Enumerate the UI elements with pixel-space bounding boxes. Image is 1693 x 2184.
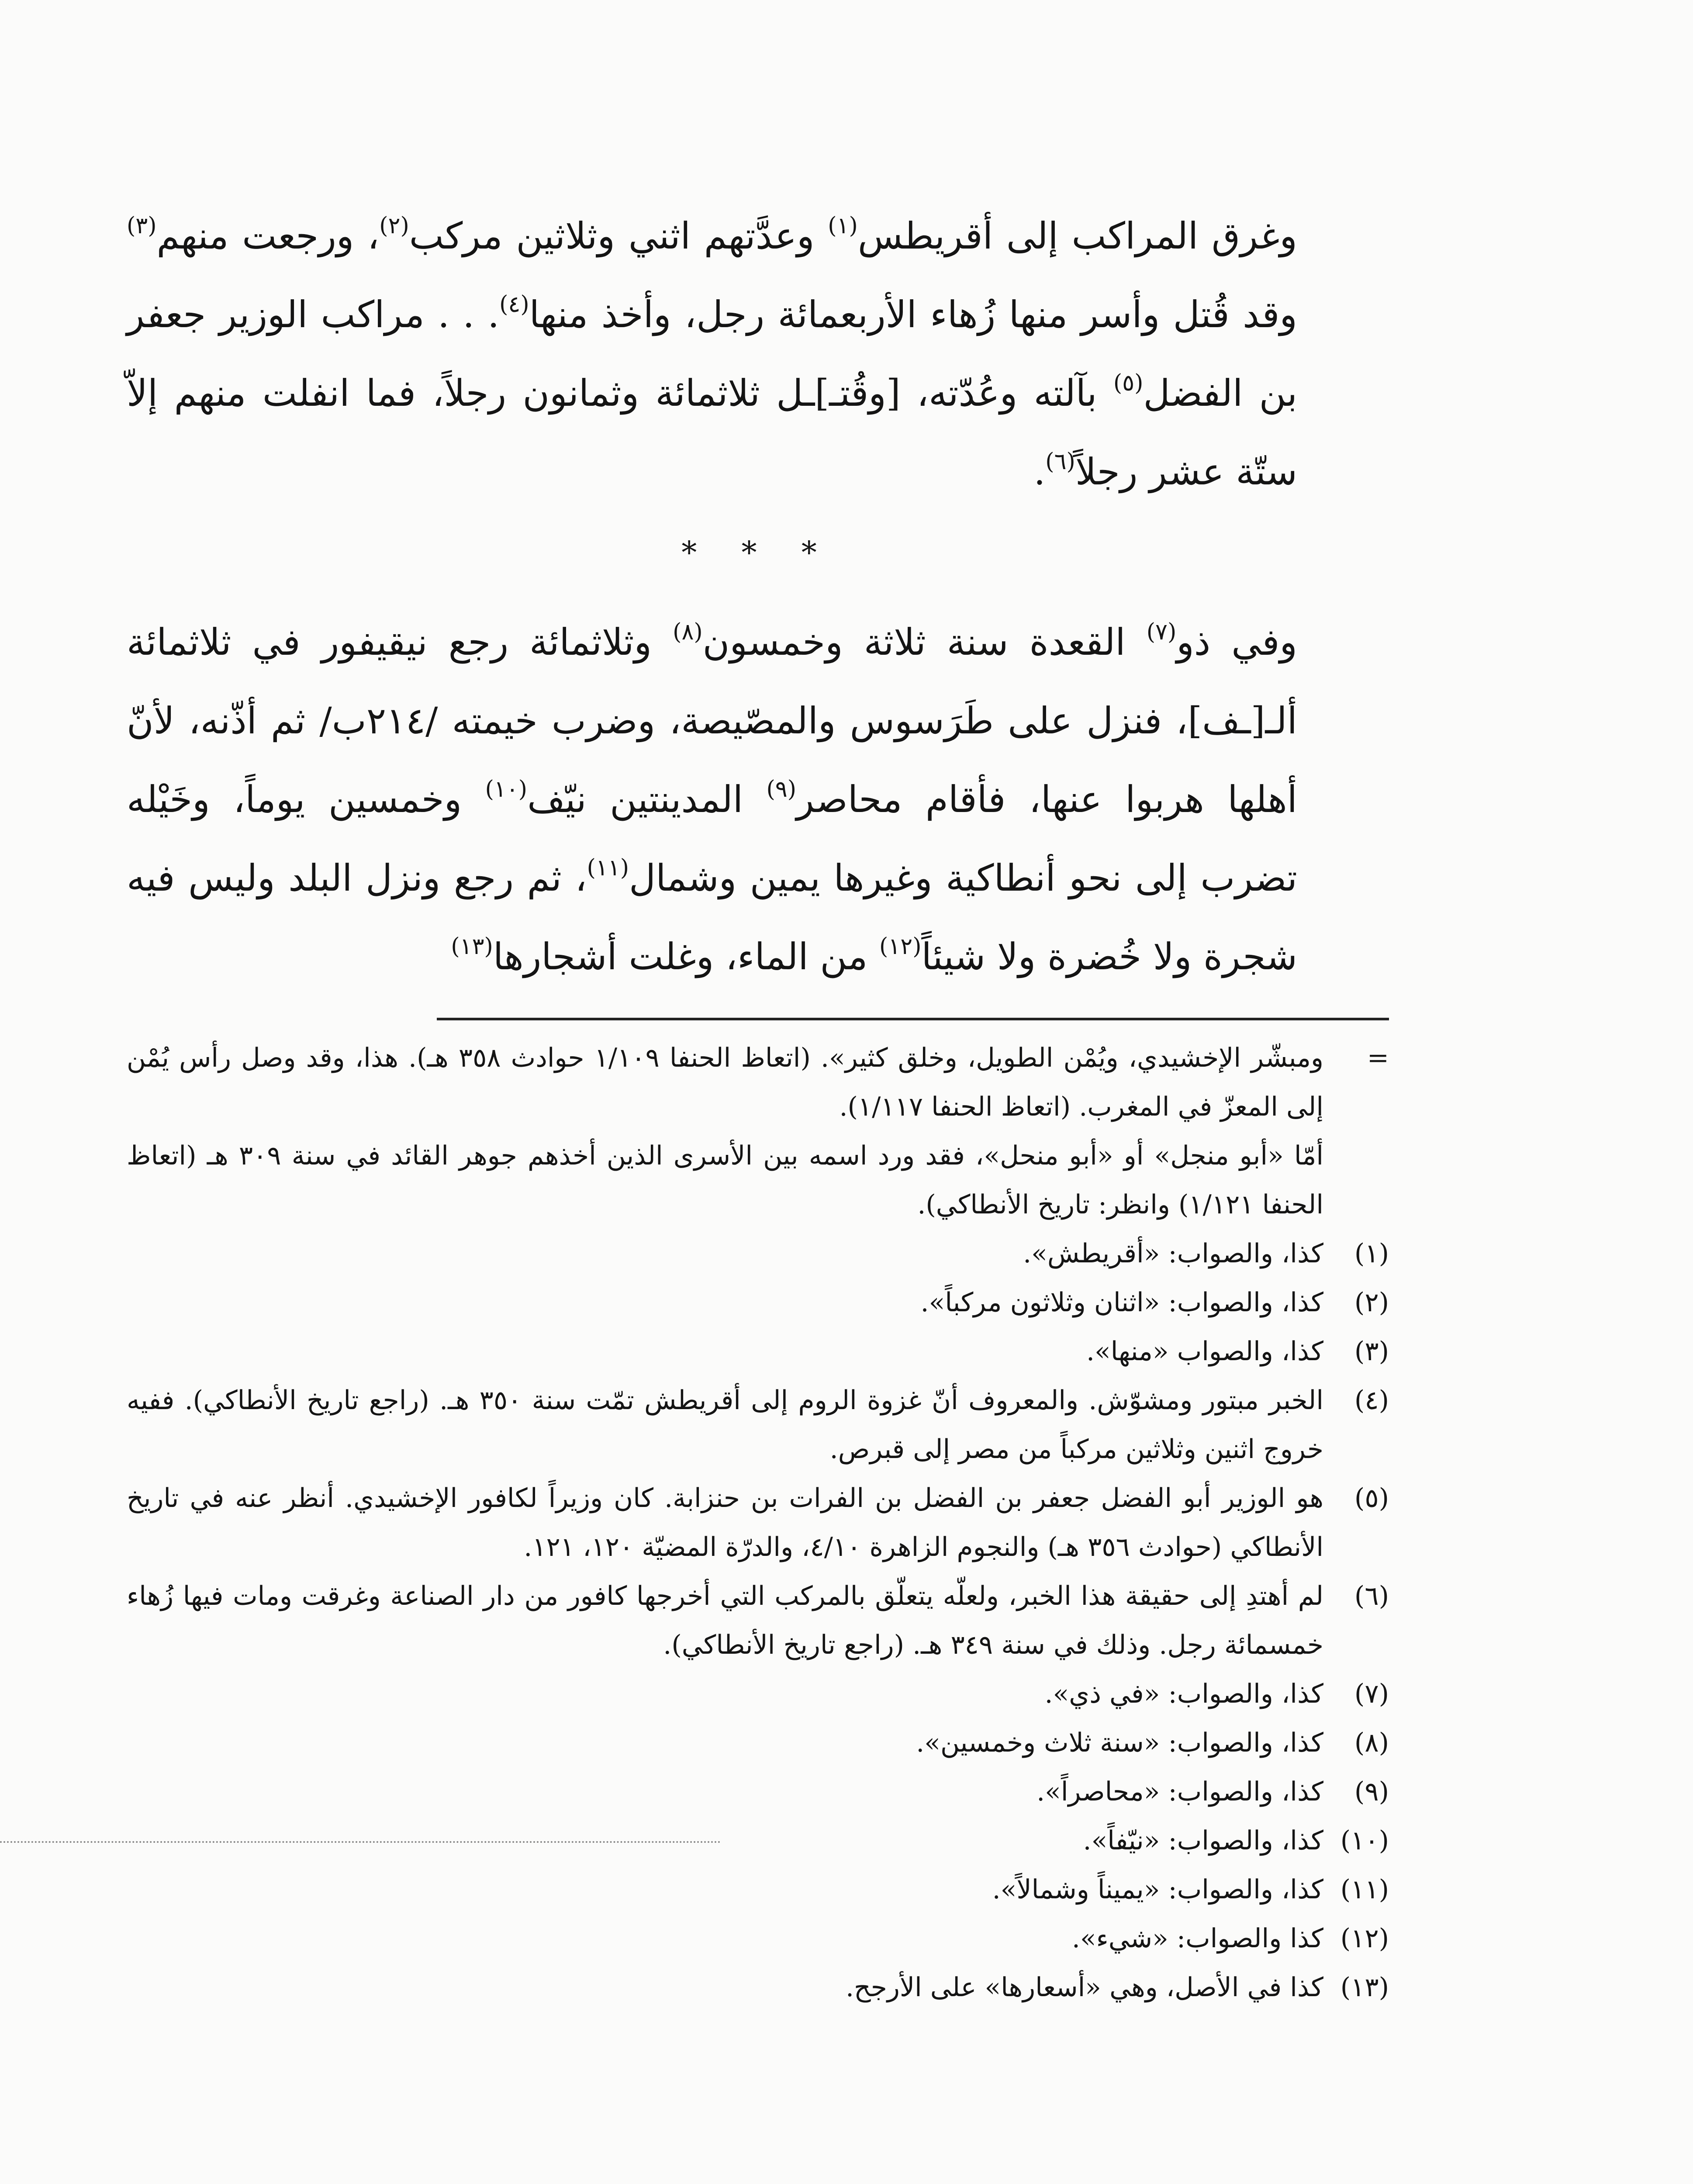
footnote-number: (٩) [1354,1776,1389,1807]
footnote [127,1376,1389,1474]
footnote-text: لم أهتدِ إلى حقيقة هذا الخبر، ولعلّه يتعلّق بالمركب التي أخرجها كافور من دار الصناعة وغرقت ومات فيها زُهاء خمسمائة رجل. وذلك في سنة ٣٤٩ هـ. (راجع تاريخ الأنطاكي). [127,1581,1323,1660]
footnote-number: (٥) [1354,1483,1389,1514]
section-separator: * * * [681,535,834,570]
text-run: ، ورجعت منهم [156,214,380,257]
text-run: وقد قُتل وأسر منها زُهاء الأربعمائة رجل، وأخذ منها [529,293,1297,336]
footnote [127,1865,1389,1914]
footnote-ref[interactable]: (١١) [587,855,629,881]
footnote [127,1718,1389,1767]
footnote-ref[interactable]: (٦) [1045,449,1075,475]
footnote-number: (٧) [1354,1679,1389,1709]
footnote-number: (٢) [1354,1287,1389,1318]
text-run: وفي ذو [1176,621,1297,663]
text-run: وعدَّتهم اثني وثلاثين مركب [409,214,828,257]
text-run: وثلاثمائة رجع نيقيفور في ثلاثمائة ألـ[ـف]، فنزل على طَرَسوس والمصّيصة، وضرب خيمته /٢١٤ب/ ثم أذّنه، لأنّ أهلها هربوا عنها، فأقام محاصر [127,621,1297,821]
footnote [127,1914,1389,1963]
footnote-text: كذا، والصواب: «في ذي». [1044,1679,1323,1709]
text-run: وخمسين يوماً، وخَيْله تضرب إلى نحو أنطاكية وغيرها يمين وشمال [127,778,1297,899]
footnote-number: (١١) [1340,1874,1389,1905]
footnote-text: هو الوزير أبو الفضل جعفر بن الفضل بن الفرات بن حنزابة. كان وزيراً لكافور الإخشيدي. أنظر عنه في تاريخ الأنطاكي (حوادث ٣٥٦ هـ) والنجوم الزاهرة ٤/١٠، والدرّة المضيّة ١٢٠، ١٢١. [127,1483,1323,1562]
footnote-ref[interactable]: (٥) [1113,370,1144,396]
footnote-text: كذا، والصواب: «اثنان وثلاثون مركباً». [920,1287,1323,1318]
text-run: . . . مراكب الوزير جعفر بن الفضل [127,293,1298,415]
footnote-ref[interactable]: (١) [828,213,858,239]
text-run: . [1033,450,1046,493]
footnote-number: (٨) [1354,1728,1389,1758]
footnote [127,1327,1389,1376]
footnote-ref[interactable]: (١٣) [451,933,493,960]
footnote [127,1131,1389,1229]
footnote-ref[interactable]: (٨) [673,619,703,645]
footnote-number: (١٢) [1340,1923,1389,1954]
footnote-text: كذا، والصواب: «سنة ثلاث وخمسين». [916,1728,1323,1758]
footnote-number: (٣) [1354,1336,1389,1367]
footnote [127,1033,1389,1131]
text-run: ، ثم رجع ونزل البلد وليس فيه شجرة ولا خُضرة ولا شيئاً [127,857,1297,978]
footnote-ref[interactable]: (٣) [127,213,157,239]
footnotes [127,1033,1389,2012]
text-run: من الماء، وغلت أشجارها [493,935,880,978]
footnote-text: كذا، والصواب «منها». [1086,1336,1323,1367]
footnote-text: كذا والصواب: «شيء». [1071,1923,1323,1954]
footnote-text: ومبشّر الإخشيدي، ويُمْن الطويل، وخلق كثير». (اتعاظ الحنفا ١/١٠٩ حوادث ٣٥٨ هـ). هذا، وقد وصل رأس يُمْن إلى المعزّ في المغرب. (اتعاظ الحنفا ١/١١٧). [127,1043,1324,1122]
footnote-number: (٦) [1354,1581,1389,1611]
footnote [127,1767,1389,1816]
footnote-text: كذا في الأصل، وهي «أسعارها» على الأرجح. [845,1972,1323,2003]
text-run: القعدة سنة ثلاثة وخمسون [702,621,1147,663]
book-page [127,197,1389,2012]
footnote-text: الخبر مبتور ومشوّش. والمعروف أنّ غزوة الروم إلى أقريطش تمّت سنة ٣٥٠ هـ. (راجع تاريخ الأنطاكي). ففيه خروج اثنين وثلاثين مركباً من مصر إلى قبرص. [127,1385,1324,1465]
footnote-text: كذا، والصواب: «أقريطش». [1023,1238,1323,1269]
footnote-ref[interactable]: (١٢) [879,933,922,960]
text-run: وغرق المراكب إلى أقريطس [857,214,1297,257]
footnote [127,1669,1389,1718]
paragraph-2 [127,603,1389,996]
footnote [127,1572,1389,1669]
footnote-ref[interactable]: (٤) [499,291,529,318]
footnote-number: (٤) [1354,1385,1389,1416]
footnote-text: كذا، والصواب: «نيّفاً». [1083,1825,1323,1856]
footnote-number: (١٠) [1340,1825,1389,1856]
footnote-text: كذا، والصواب: «محاصراً». [1037,1776,1323,1807]
footnote-number: (١٣) [1340,1972,1389,2003]
text-run: بآلته وعُدّته، [وقُتـ]ـل ثلاثمائة وثمانون رجلاً، فما انفلت منهم إلاّ ستّة عشر رجلاً [127,372,1297,493]
footnote-ref[interactable]: (١٠) [485,776,528,802]
footnote-ref[interactable]: (٩) [766,776,797,802]
text-run: المدينتين نيّف [527,778,767,821]
footnote [127,1278,1389,1327]
footnote [127,1963,1389,2012]
footnote-ref[interactable]: (٧) [1146,619,1177,645]
footnote-text: أمّا «أبو منجل» أو «أبو منحل»، فقد ورد اسمه بين الأسرى الذين أخذهم جوهر القائد في سنة ٣٠٩ هـ (اتعاظ الحنفا ١/١٢١) وانظر: تاريخ الأنطاكي). [127,1140,1324,1220]
footnote-text: كذا، والصواب: «يميناً وشمالاً». [992,1874,1323,1905]
footnote-ref[interactable]: (٢) [379,213,409,239]
footnote-number: (١) [1354,1238,1389,1269]
footnote [127,1816,1389,1865]
footnote [127,1474,1389,1572]
paragraph-1 [127,197,1389,511]
main-text [127,197,1389,996]
footnote-number: = [1367,1043,1389,1073]
footnote-rule [437,1018,1389,1020]
footnote [127,1229,1389,1278]
